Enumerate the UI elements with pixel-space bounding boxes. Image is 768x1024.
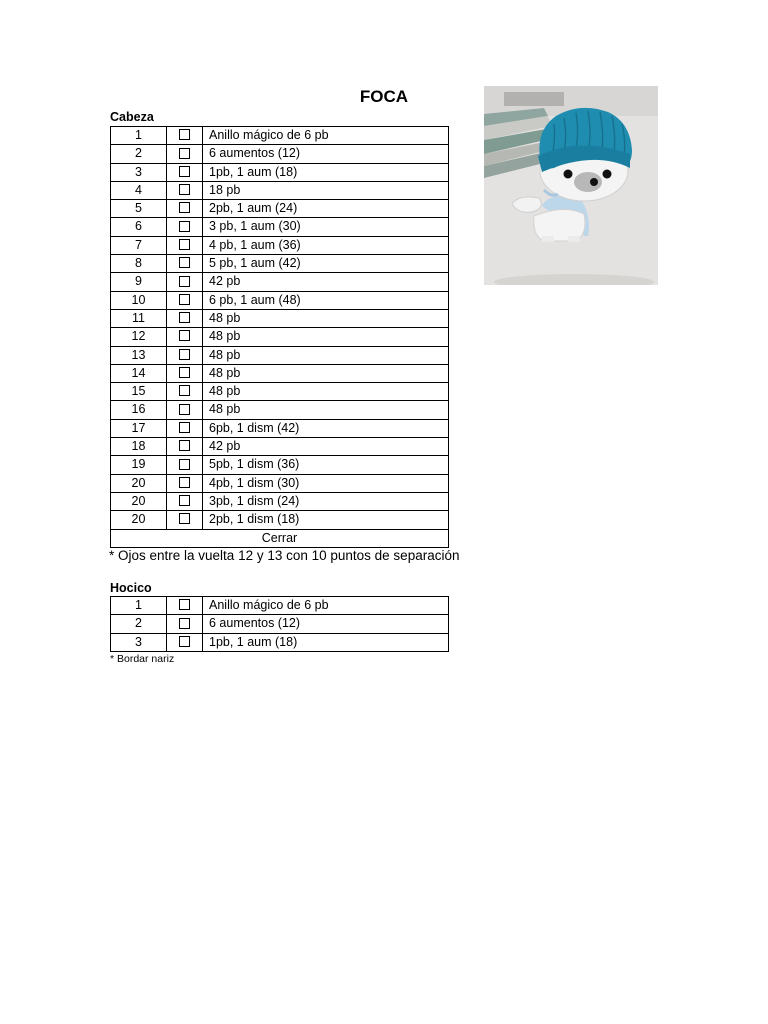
round-instruction: 4pb, 1 dism (30) [203,474,449,492]
section-label-cabeza: Cabeza [110,110,154,124]
table-row [111,328,449,346]
round-number: 13 [111,346,167,364]
round-number: 6 [111,218,167,236]
empty-checkbox-icon[interactable] [179,349,190,360]
table-row [111,401,449,419]
empty-checkbox-icon[interactable] [179,404,190,415]
round-instruction: Anillo mágico de 6 pb [203,127,449,145]
empty-checkbox-icon[interactable] [179,276,190,287]
round-instruction: 4 pb, 1 aum (36) [203,236,449,254]
empty-checkbox-icon[interactable] [179,459,190,470]
table-row [111,456,449,474]
table-row [111,419,449,437]
empty-checkbox-icon[interactable] [179,599,190,610]
empty-checkbox-icon[interactable] [179,385,190,396]
round-instruction: 18 pb [203,181,449,199]
table-row [111,364,449,382]
empty-checkbox-icon[interactable] [179,257,190,268]
empty-checkbox-icon[interactable] [179,330,190,341]
round-instruction: 6pb, 1 dism (42) [203,419,449,437]
empty-checkbox-icon[interactable] [179,184,190,195]
table-row [111,181,449,199]
empty-checkbox-icon[interactable] [179,513,190,524]
round-instruction: 42 pb [203,273,449,291]
hocico-note: * Bordar nariz [110,653,175,665]
hocico-table [110,596,449,652]
round-instruction: Anillo mágico de 6 pb [203,597,449,615]
round-instruction: 42 pb [203,438,449,456]
table-row [111,236,449,254]
round-instruction: 6 aumentos (12) [203,615,449,633]
table-row [111,511,449,529]
round-number: 11 [111,309,167,327]
table-row [111,346,449,364]
cabeza-note: * Ojos entre la vuelta 12 y 13 con 10 puntos de separación [109,548,460,563]
round-number: 1 [111,597,167,615]
round-instruction: 1pb, 1 aum (18) [203,163,449,181]
empty-checkbox-icon[interactable] [179,202,190,213]
table-row [111,273,449,291]
checkbox-cell [167,309,203,327]
checkbox-cell [167,145,203,163]
document-title: FOCA [359,87,409,106]
checkbox-cell [167,401,203,419]
round-instruction: 1pb, 1 aum (18) [203,633,449,651]
round-instruction: 2pb, 1 aum (24) [203,200,449,218]
table-row [111,163,449,181]
checkbox-cell [167,597,203,615]
table-row [111,597,449,615]
round-instruction: 48 pb [203,309,449,327]
empty-checkbox-icon[interactable] [179,166,190,177]
checkbox-cell [167,255,203,273]
empty-checkbox-icon[interactable] [179,129,190,140]
table-row [111,615,449,633]
round-number: 1 [111,127,167,145]
table-row [111,474,449,492]
table-row [111,145,449,163]
round-number: 4 [111,181,167,199]
round-instruction: 48 pb [203,401,449,419]
checkbox-cell [167,181,203,199]
checkbox-cell [167,200,203,218]
round-number: 20 [111,492,167,510]
checkbox-cell [167,474,203,492]
empty-checkbox-icon[interactable] [179,312,190,323]
checkbox-cell [167,364,203,382]
checkbox-cell [167,438,203,456]
empty-checkbox-icon[interactable] [179,618,190,629]
table-row [111,218,449,236]
empty-checkbox-icon[interactable] [179,221,190,232]
round-number: 14 [111,364,167,382]
table-row-close [111,529,449,547]
round-instruction: 2pb, 1 dism (18) [203,511,449,529]
round-number: 20 [111,474,167,492]
round-number: 19 [111,456,167,474]
table-row [111,383,449,401]
checkbox-cell [167,492,203,510]
round-number: 7 [111,236,167,254]
round-number: 12 [111,328,167,346]
table-row [111,633,449,651]
checkbox-cell [167,291,203,309]
checkbox-cell [167,127,203,145]
empty-checkbox-icon[interactable] [179,294,190,305]
round-number: 8 [111,255,167,273]
round-number: 18 [111,438,167,456]
round-instruction: 3 pb, 1 aum (30) [203,218,449,236]
checkbox-cell [167,328,203,346]
checkbox-cell [167,615,203,633]
round-number: 3 [111,163,167,181]
table-row [111,200,449,218]
table-row [111,492,449,510]
section-label-hocico: Hocico [110,581,152,595]
checkbox-cell [167,273,203,291]
round-number: 10 [111,291,167,309]
round-number: 17 [111,419,167,437]
round-instruction: 5pb, 1 dism (36) [203,456,449,474]
checkbox-cell [167,633,203,651]
round-instruction: 5 pb, 1 aum (42) [203,255,449,273]
checkbox-cell [167,163,203,181]
checkbox-cell [167,383,203,401]
seal-illustration [484,86,658,285]
checkbox-cell [167,346,203,364]
round-instruction: 6 aumentos (12) [203,145,449,163]
empty-checkbox-icon[interactable] [179,440,190,451]
table-row [111,127,449,145]
empty-checkbox-icon[interactable] [179,495,190,506]
cabeza-table [110,126,449,548]
round-instruction: 48 pb [203,383,449,401]
round-number: 15 [111,383,167,401]
round-instruction: 6 pb, 1 aum (48) [203,291,449,309]
checkbox-cell [167,218,203,236]
close-instruction: Cerrar [111,529,449,547]
table-row [111,291,449,309]
round-number: 5 [111,200,167,218]
empty-checkbox-icon[interactable] [179,422,190,433]
seal-photo [484,86,658,285]
checkbox-cell [167,419,203,437]
table-row [111,309,449,327]
empty-checkbox-icon[interactable] [179,477,190,488]
table-row [111,255,449,273]
table-row [111,438,449,456]
empty-checkbox-icon[interactable] [179,636,190,647]
empty-checkbox-icon[interactable] [179,239,190,250]
round-instruction: 48 pb [203,346,449,364]
round-instruction: 48 pb [203,364,449,382]
round-number: 2 [111,615,167,633]
round-number: 3 [111,633,167,651]
round-number: 16 [111,401,167,419]
empty-checkbox-icon[interactable] [179,148,190,159]
checkbox-cell [167,236,203,254]
round-number: 2 [111,145,167,163]
round-instruction: 3pb, 1 dism (24) [203,492,449,510]
round-number: 9 [111,273,167,291]
checkbox-cell [167,511,203,529]
checkbox-cell [167,456,203,474]
round-instruction: 48 pb [203,328,449,346]
round-number: 20 [111,511,167,529]
empty-checkbox-icon[interactable] [179,367,190,378]
